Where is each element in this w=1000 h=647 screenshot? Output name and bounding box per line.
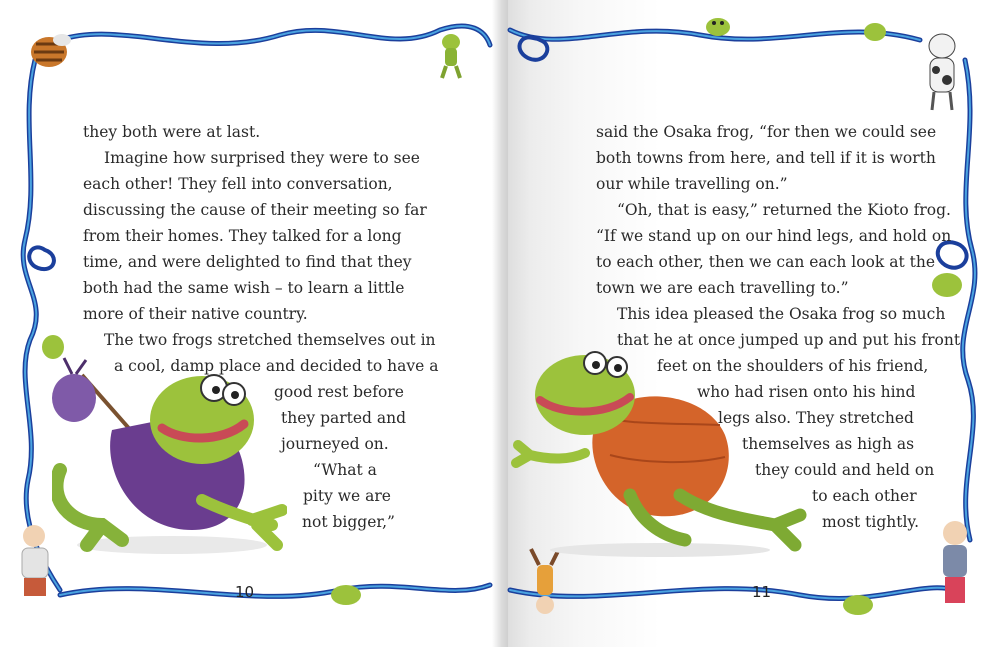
text-line: pity we are: [303, 487, 391, 505]
text-line: most tightly.: [822, 513, 920, 531]
text-line: journeyed on.: [281, 435, 389, 453]
cow-icon: [922, 30, 962, 115]
text-line: to each other: [812, 487, 917, 505]
text-line: they could and held on: [755, 461, 935, 479]
person-icon: [935, 515, 975, 610]
text-line: each other! They fell into conversation,: [83, 175, 393, 193]
text-line: discussing the cause of their meeting so far: [83, 201, 427, 219]
small-frog-icon: [702, 14, 736, 38]
text-line: to each other, then we can each look at the: [596, 253, 935, 271]
text-line: feet on the shoulders of his friend,: [657, 357, 929, 375]
small-frog-icon: [860, 18, 890, 44]
text-line: The two frogs stretched themselves out in: [104, 331, 436, 349]
page-number-left: 10: [235, 583, 255, 601]
text-line: from their homes. They talked for a long: [83, 227, 402, 245]
text-line: that he at once jumped up and put his front: [617, 331, 961, 349]
text-line: This idea pleased the Osaka frog so much: [617, 305, 946, 323]
text-line: themselves as high as: [742, 435, 915, 453]
text-line: not bigger,”: [302, 513, 395, 531]
text-line: good rest before: [274, 383, 404, 401]
text-line: they parted and: [281, 409, 407, 427]
text-line: “Oh, that is easy,” returned the Kioto frog.: [617, 201, 951, 219]
text-line: they both were at last.: [83, 123, 261, 141]
text-line: our while travelling on.”: [596, 175, 788, 193]
text-line: more of their native country.: [83, 305, 308, 323]
text-line: a cool, damp place and decided to have a: [114, 357, 439, 375]
text-line: town we are each travelling to.”: [596, 279, 849, 297]
text-line: both towns from here, and tell if it is worth: [596, 149, 936, 167]
small-frog-icon: [436, 28, 466, 80]
text-line: “What a: [313, 461, 377, 479]
text-line: who had risen onto his hind: [697, 383, 916, 401]
small-frog-icon: [326, 580, 366, 610]
text-line: Imagine how surprised they were to see: [104, 149, 420, 167]
text-line: both had the same wish – to learn a little: [83, 279, 405, 297]
text-line: “If we stand up on our hind legs, and hold on: [596, 227, 952, 245]
text-line: time, and were delighted to find that they: [83, 253, 412, 271]
page-number-right: 11: [752, 583, 772, 601]
kioto-frog-illustration: [52, 350, 287, 560]
bee-icon: [22, 28, 77, 73]
text-line: said the Osaka frog, “for then we could see: [596, 123, 937, 141]
small-frog-icon: [838, 590, 878, 620]
text-line: legs also. They stretched: [718, 409, 914, 427]
